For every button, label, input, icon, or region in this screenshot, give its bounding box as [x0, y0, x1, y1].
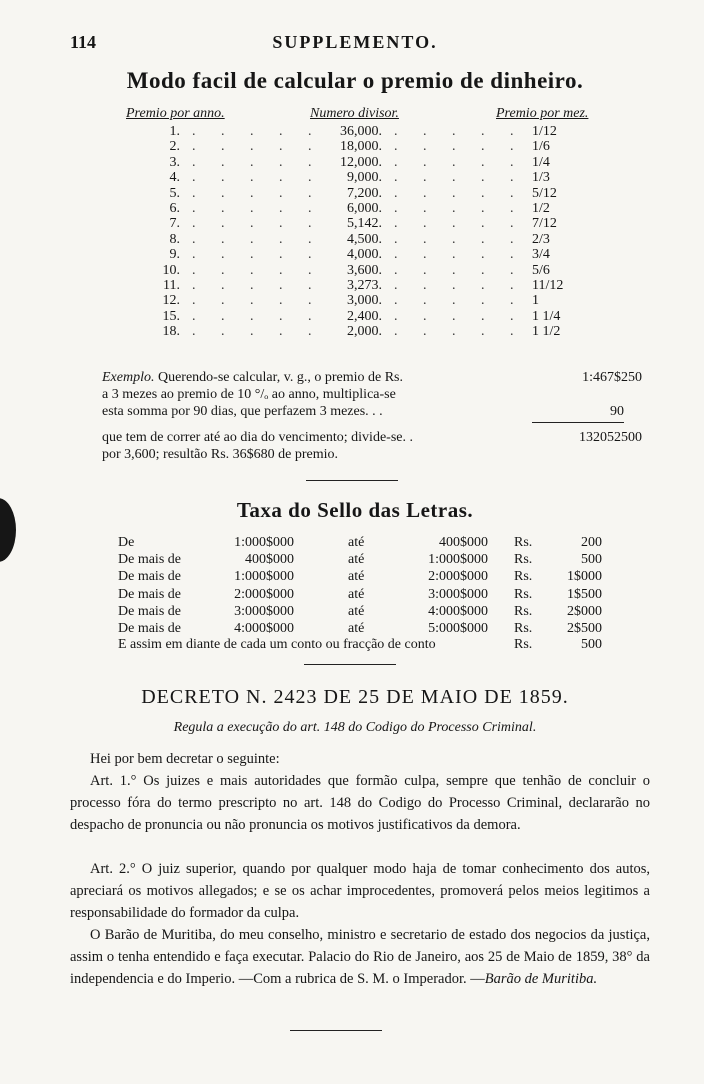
premium-row [120, 247, 620, 262]
premium-row [120, 170, 620, 185]
annual-premium: 7. [169, 216, 180, 232]
premium-table [120, 124, 620, 339]
col-header-annual: Premio por anno. [126, 106, 225, 121]
range-prefix: De [118, 535, 135, 550]
premium-row [120, 124, 620, 139]
range-prefix: De mais de [118, 586, 181, 602]
dot-leader: . . . . . [192, 139, 323, 155]
decree-signature: Barão de Muritiba. [484, 971, 598, 987]
section-title-premium: Modo facil de calcular o premio de dinheiro. [126, 68, 584, 93]
range-to: 2:000$000 [428, 569, 488, 585]
example-text-3: esta somma por 90 dias, que perfazem 3 mezes. . . [102, 404, 383, 419]
premium-row [120, 139, 620, 154]
range-ate: até [348, 552, 365, 568]
example-text-2: a 3 mezes ao premio de 10 °/ₒ ao anno, multiplica-se [102, 387, 396, 402]
example-text-4: que tem de correr até ao dia do vencimento; divide-se. . [102, 430, 413, 445]
divisor-number: 36,000. [340, 124, 382, 139]
range-from: 400$000 [245, 552, 294, 568]
divisor-number: 12,000. [340, 154, 382, 170]
monthly-premium: 1/12 [532, 124, 557, 139]
annual-premium: 18. [162, 324, 180, 340]
stamp-tax-row [118, 534, 608, 551]
running-title: SUPPLEMENTO. [272, 32, 438, 52]
divisor-number: 5,142. [347, 216, 382, 232]
monthly-premium: 1 [532, 293, 539, 309]
dot-leader: . . . . . [192, 262, 323, 278]
decree-art-1: Art. 1.° Os juizes e mais autoridades que formão culpa, sempre que tenhão de concluir o processo fóra do termo prescripto no art. 148 do Codigo do Processo Criminal, declararão no despacho de pronuncia ou não pronuncia os motivos justificativos da demora. [70, 773, 650, 833]
divisor-number: 9,000. [347, 170, 382, 186]
example-line-4 [102, 430, 642, 446]
dot-leader: . . . . . [394, 324, 525, 340]
dot-leader: . . . . . [192, 308, 323, 324]
stamp-tax-last-amount: 500 [581, 637, 602, 652]
stamp-tax-table [118, 534, 608, 637]
divisor-number: 18,000. [340, 139, 382, 155]
dot-leader: . . . . . [394, 231, 525, 247]
dot-leader: . . . . . [394, 293, 525, 309]
range-from: 2:000$000 [234, 586, 294, 602]
currency-label: Rs. [514, 535, 533, 550]
section-divider-3 [290, 1030, 382, 1031]
decree-closing [70, 924, 650, 990]
dot-leader: . . . . . [192, 200, 323, 216]
dot-leader: . . . . . [394, 308, 525, 324]
dot-leader: . . . . . [394, 277, 525, 293]
tax-amount: 2$000 [567, 603, 602, 619]
section-title-stamp: Taxa do Sello das Letras. [236, 498, 474, 522]
stamp-tax-row [118, 586, 608, 603]
premium-row [120, 201, 620, 216]
range-from: 3:000$000 [234, 603, 294, 619]
dot-leader: . . . . . [192, 154, 323, 170]
stamp-tax-last-rs: Rs. [514, 637, 533, 652]
range-prefix: De mais de [118, 552, 181, 568]
dot-leader: . . . . . [192, 247, 323, 263]
range-ate: até [348, 535, 365, 550]
dot-leader: . . . . . [192, 124, 323, 139]
range-from: 4:000$000 [234, 620, 294, 636]
stamp-tax-last-text: E assim em diante de cada um conto ou fracção de conto [118, 637, 436, 652]
monthly-premium: 1/3 [532, 170, 550, 186]
monthly-premium: 5/6 [532, 262, 550, 278]
dot-leader: . . . . . [394, 247, 525, 263]
premium-row [120, 186, 620, 201]
premium-row [120, 324, 620, 339]
range-prefix: De mais de [118, 620, 181, 636]
annual-premium: 3. [169, 154, 180, 170]
range-from: 1:000$000 [234, 569, 294, 585]
example-value-4: 132052500 [579, 430, 642, 445]
monthly-premium: 1/6 [532, 139, 550, 155]
currency-label: Rs. [514, 620, 533, 636]
example-line-3 [102, 404, 642, 420]
col-header-divisor: Numero divisor. [310, 106, 399, 121]
premium-row [120, 309, 620, 324]
range-to: 3:000$000 [428, 586, 488, 602]
monthly-premium: 5/12 [532, 185, 557, 201]
tax-amount: 1$000 [567, 569, 602, 585]
stamp-tax-row [118, 551, 608, 568]
tax-amount: 1$500 [567, 586, 602, 602]
tax-amount: 200 [581, 535, 602, 550]
premium-row [120, 293, 620, 308]
currency-label: Rs. [514, 552, 533, 568]
page-number: 114 [70, 32, 97, 52]
monthly-premium: 1/2 [532, 200, 550, 216]
divisor-number: 3,273. [347, 277, 382, 293]
page-header [70, 32, 640, 58]
annual-premium: 5. [169, 185, 180, 201]
divisor-number: 7,200. [347, 185, 382, 201]
dot-leader: . . . . . [192, 185, 323, 201]
divisor-number: 2,400. [347, 308, 382, 324]
example-value-1: 1:467$250 [582, 370, 642, 385]
stamp-tax-row [118, 620, 608, 637]
range-to: 1:000$000 [428, 552, 488, 568]
section-divider-2 [304, 664, 396, 665]
decree-intro: Hei por bem decretar o seguinte: [90, 751, 280, 767]
dot-leader: . . . . . [394, 185, 525, 201]
divisor-number: 6,000. [347, 200, 382, 216]
annual-premium: 15. [162, 308, 180, 324]
range-to: 4:000$000 [428, 603, 488, 619]
example-text-1: Querendo-se calcular, v. g., o premio de Rs. [157, 370, 403, 385]
annual-premium: 12. [162, 293, 180, 309]
decree-subtitle: Regula a execução do art. 148 do Codigo do Processo Criminal. [173, 720, 537, 735]
annual-premium: 2. [169, 139, 180, 155]
premium-row [120, 232, 620, 247]
premium-table-header [120, 106, 620, 124]
example-line-1 [102, 370, 642, 386]
annual-premium: 11. [163, 277, 180, 293]
monthly-premium: 11/12 [532, 277, 564, 293]
monthly-premium: 2/3 [532, 231, 550, 247]
premium-row [120, 216, 620, 231]
divisor-number: 3,000. [347, 293, 382, 309]
range-ate: até [348, 586, 365, 602]
annual-premium: 6. [169, 200, 180, 216]
annual-premium: 4. [169, 170, 180, 186]
example-label: Exemplo. [102, 370, 155, 385]
dot-leader: . . . . . [394, 200, 525, 216]
divisor-number: 4,500. [347, 231, 382, 247]
divisor-number: 3,600. [347, 262, 382, 278]
tax-amount: 500 [581, 552, 602, 568]
tax-amount: 2$500 [567, 620, 602, 636]
sum-rule [532, 422, 624, 423]
dot-leader: . . . . . [394, 154, 525, 170]
annual-premium: 10. [162, 262, 180, 278]
annual-premium: 9. [169, 247, 180, 263]
currency-label: Rs. [514, 569, 533, 585]
col-header-monthly: Premio por mez. [496, 106, 589, 121]
dot-leader: . . . . . [394, 170, 525, 186]
monthly-premium: 1 1/4 [532, 308, 561, 324]
stamp-tax-last-row [118, 636, 608, 653]
monthly-premium: 3/4 [532, 247, 550, 263]
example-text-5: por 3,600; resultão Rs. 36$680 de premio. [102, 447, 339, 462]
premium-row [120, 263, 620, 278]
currency-label: Rs. [514, 586, 533, 602]
currency-label: Rs. [514, 603, 533, 619]
divisor-number: 2,000. [347, 324, 382, 340]
range-ate: até [348, 569, 365, 585]
dot-leader: . . . . . [192, 277, 323, 293]
dot-leader: . . . . . [192, 231, 323, 247]
range-from: 1:000$000 [234, 535, 294, 550]
monthly-premium: 7/12 [532, 216, 557, 232]
stamp-tax-row [118, 603, 608, 620]
dot-leader: . . . . . [192, 216, 323, 232]
premium-row [120, 278, 620, 293]
monthly-premium: 1/4 [532, 154, 550, 170]
range-ate: até [348, 603, 365, 619]
premium-row [120, 155, 620, 170]
dot-leader: . . . . . [394, 262, 525, 278]
decree-title: DECRETO N. 2423 DE 25 DE MAIO DE 1859. [141, 686, 569, 708]
range-to: 5:000$000 [428, 620, 488, 636]
dot-leader: . . . . . [394, 216, 525, 232]
binding-hole [0, 498, 16, 562]
annual-premium: 1. [169, 124, 180, 139]
range-ate: até [348, 620, 365, 636]
example-value-3: 90 [610, 404, 624, 419]
monthly-premium: 1 1/2 [532, 324, 561, 340]
decree-art-2: Art. 2.° O juiz superior, quando por qualquer modo haja de tomar conhecimento dos autos, apreciará os motivos allegados; e se os achar improcedentes, promoverá pelos meios legitimos a responsabilidade do formador da culpa. [70, 861, 650, 921]
stamp-tax-row [118, 568, 608, 585]
dot-leader: . . . . . [394, 124, 525, 139]
divisor-number: 4,000. [347, 247, 382, 263]
dot-leader: . . . . . [192, 324, 323, 340]
range-to: 400$000 [439, 535, 488, 550]
range-prefix: De mais de [118, 569, 181, 585]
annual-premium: 8. [169, 231, 180, 247]
dot-leader: . . . . . [394, 139, 525, 155]
section-divider-1 [306, 480, 398, 481]
dot-leader: . . . . . [192, 293, 323, 309]
range-prefix: De mais de [118, 603, 181, 619]
decree-closing-text: O Barão de Muritiba, do meu conselho, ministro e secretario de estado dos negocios da justiça, assim o tenha entendido e faça executar. Palacio do Rio de Janeiro, aos 25 de Maio de 1859, 38° da independencia e do Imperio. —Com a rubrica de S. M. o Imperador. — [70, 927, 650, 987]
dot-leader: . . . . . [192, 170, 323, 186]
